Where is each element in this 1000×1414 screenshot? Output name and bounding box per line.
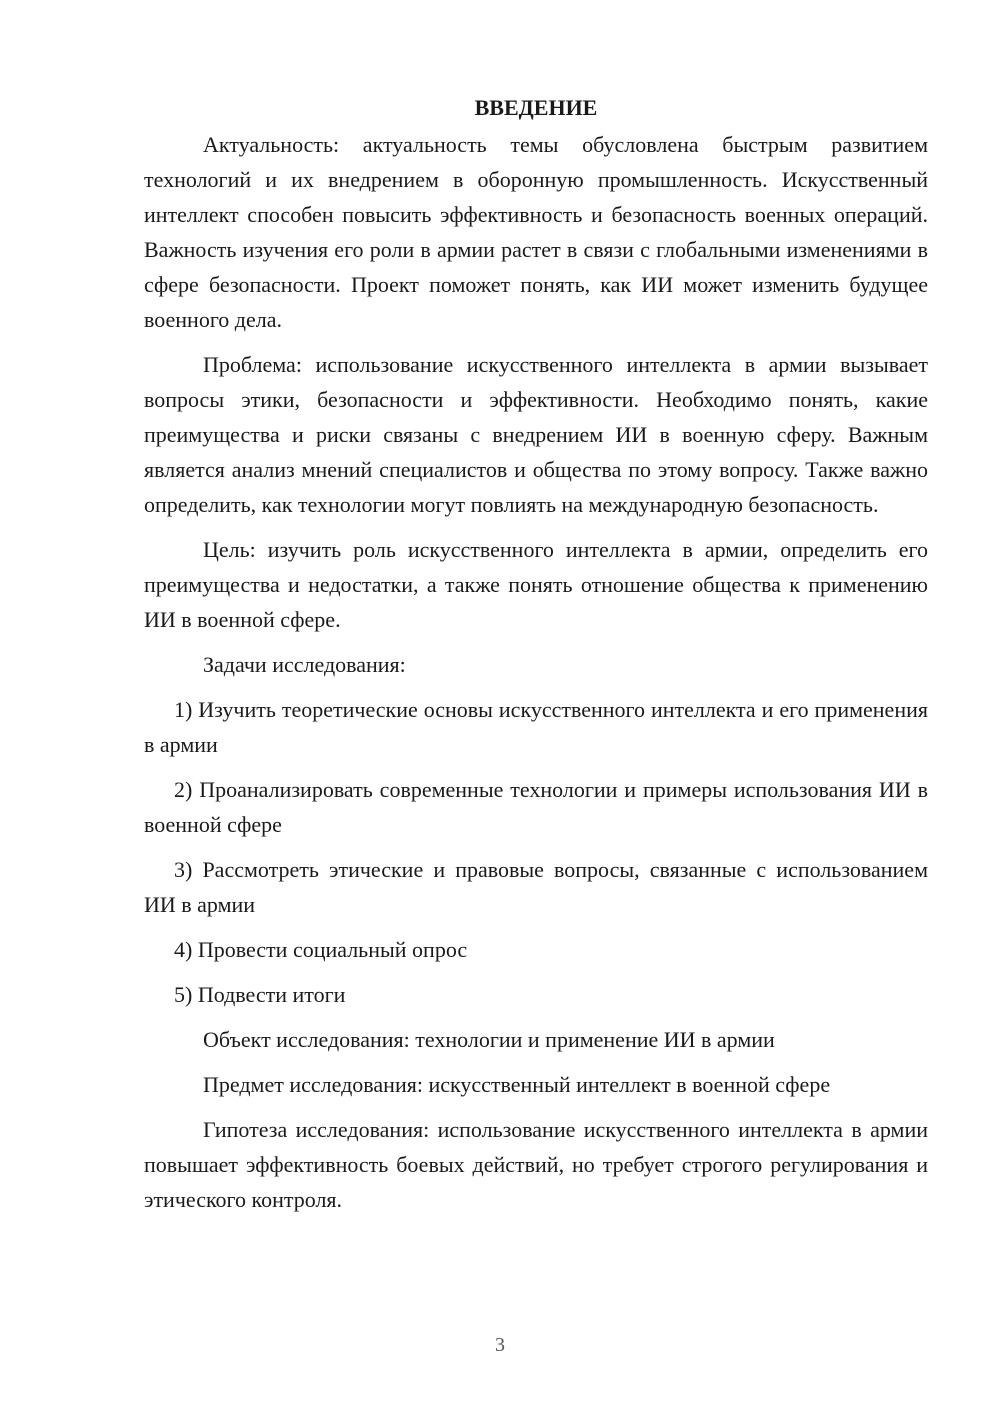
research-object: Объект исследования: технологии и применение ИИ в армии bbox=[203, 1027, 775, 1052]
task-item: 5) Подвести итоги bbox=[174, 982, 346, 1007]
tasks-heading: Задачи исследования: bbox=[203, 652, 406, 677]
relevance-paragraph: Актуальность: актуальность темы обусловлена быстрым развитием технологий и их внедрением в оборонную промышленность. Искусственный интеллект способен повысить эффективность и безопасность военных операций. Важность изучения его роли в армии растет в связи с глобальными изменениями в сфере безопасности. Проект поможет понять, как ИИ может изменить будущее военного дела. bbox=[144, 132, 928, 332]
task-item: 3) Рассмотреть этические и правовые вопросы, связанные с использованием ИИ в армии bbox=[144, 857, 928, 917]
hypothesis-paragraph: Гипотеза исследования: использование искусственного интеллекта в армии повышает эффективность боевых действий, но требует строгого регулирования и этического контроля. bbox=[144, 1117, 928, 1212]
research-subject: Предмет исследования: искусственный интеллект в военной сфере bbox=[203, 1072, 831, 1097]
section-heading: ВВЕДЕНИЕ bbox=[474, 95, 598, 120]
task-item: 4) Провести социальный опрос bbox=[174, 937, 468, 962]
page-content bbox=[144, 90, 928, 1227]
page-number: 3 bbox=[495, 1334, 505, 1356]
task-item: 1) Изучить теоретические основы искусственного интеллекта и его применения в армии bbox=[144, 697, 928, 757]
task-item: 2) Проанализировать современные технологии и примеры использования ИИ в военной сфере bbox=[144, 777, 928, 837]
problem-paragraph: Проблема: использование искусственного интеллекта в армии вызывает вопросы этики, безопасности и эффективности. Необходимо понять, какие преимущества и риски связаны с внедрением ИИ в военную сферу. Важным является анализ мнений специалистов и общества по этому вопросу. Также важно определить, как технологии могут повлиять на международную безопасность. bbox=[144, 352, 928, 517]
goal-paragraph: Цель: изучить роль искусственного интеллекта в армии, определить его преимущества и недостатки, а также понять отношение общества к применению ИИ в военной сфере. bbox=[144, 537, 928, 632]
